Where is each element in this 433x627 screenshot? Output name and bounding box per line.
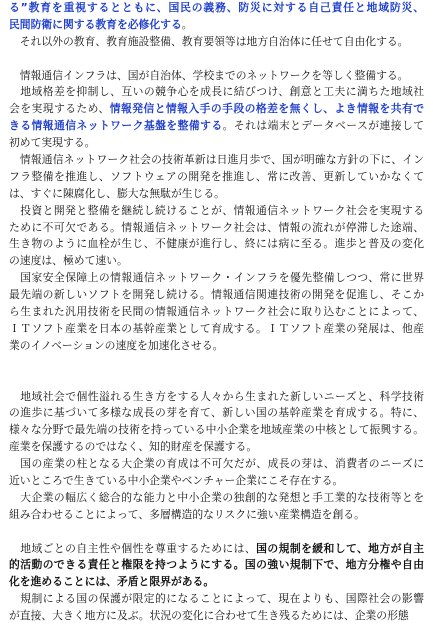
body-text: 組み合わせることによって、多層構造的なリスクに強い産業構造を創る。 bbox=[9, 507, 365, 521]
body-text: の速度は、極めて速い。 bbox=[9, 254, 128, 268]
text-line bbox=[9, 0, 424, 17]
text-line bbox=[9, 236, 424, 253]
paragraph bbox=[9, 84, 424, 152]
emphasis-text: る”教育を重視するとともに、国民の義務、防災に対する自己責任と地域防災、 bbox=[9, 1, 424, 14]
body-text: 国の産業の柱となる大企業の育成は不可欠だが、成長の芽は、消費者のニーズに bbox=[9, 457, 424, 471]
text-line bbox=[9, 591, 424, 608]
paragraph bbox=[9, 270, 424, 354]
text-line bbox=[9, 68, 424, 85]
body-text: 投資と開発と整備を継続し続けることが、情報通信ネットワーク社会を実現する bbox=[9, 203, 424, 217]
text-line bbox=[9, 101, 424, 118]
body-text: 大企業の幅広く総合的な能力と中小企業の独創的な発想と手工業的な技術等とを bbox=[9, 490, 424, 504]
text-line bbox=[9, 287, 424, 304]
body-text: 情報通信インフラは、国が自治体、学校までのネットワークを等しく整備する。 bbox=[9, 68, 409, 82]
emphasis-text: きる情報通信ネットワーク基盤を整備する bbox=[9, 119, 223, 133]
text-line bbox=[9, 608, 424, 625]
body-text: ら生まれた汎用技術を民間の情報通信ネットワーク社会に取り込むことによって、 bbox=[9, 305, 424, 319]
text-line bbox=[9, 541, 424, 558]
paragraph bbox=[9, 456, 424, 490]
text-line bbox=[9, 389, 424, 406]
text-line bbox=[9, 439, 424, 456]
section-4 bbox=[9, 541, 424, 625]
text-line bbox=[9, 118, 424, 135]
body-text: の進歩に基づいて多様な成長の芽を育て、新しい国の基幹産業を育成する。特に、 bbox=[9, 406, 424, 420]
paragraph bbox=[9, 541, 424, 592]
body-text: 生き物のように血栓が生じ、不健康が進行し、終には病に至る。進歩と普及の変化 bbox=[9, 237, 424, 251]
text-line bbox=[9, 574, 424, 591]
text-line bbox=[9, 456, 424, 473]
section-3 bbox=[9, 389, 424, 524]
paragraph bbox=[9, 203, 424, 271]
text-line bbox=[9, 17, 424, 34]
body-text: ＩＴソフト産業を日本の基幹産業として育成する。ＩＴソフト産業の発展は、他産 bbox=[9, 321, 424, 335]
body-text: が直接、大きく地方に及ぶ。状況の変化に合わせて生き残るためには、企業の形態 bbox=[9, 609, 409, 623]
section-2 bbox=[9, 68, 424, 355]
body-text: 地域社会で個性溢れる生き方をする人々から生まれた新しいニーズと、科学技術 bbox=[9, 389, 424, 403]
text-line bbox=[9, 473, 424, 490]
body-text: 。それは端末とデータベースが連接して bbox=[222, 119, 424, 133]
text-line bbox=[9, 203, 424, 220]
text-line bbox=[9, 557, 424, 574]
text-line bbox=[9, 186, 424, 203]
paragraph bbox=[9, 591, 424, 625]
paragraph bbox=[9, 490, 424, 524]
strong-text: 国の規制を緩和して、地方が自主 bbox=[256, 541, 424, 555]
text-line bbox=[9, 405, 424, 422]
paragraph bbox=[9, 152, 424, 203]
body-text: ために不可欠である。情報通信ネットワーク社会は、情報の流れが停滞した途端、 bbox=[9, 220, 424, 234]
text-line bbox=[9, 84, 424, 101]
body-text: フラ整備を推進し、ソフトウェアの開発を推進し、常に改善、更新していかなくて bbox=[9, 169, 424, 183]
text-line bbox=[9, 507, 424, 524]
text-line bbox=[9, 321, 424, 338]
text-line bbox=[9, 169, 424, 186]
text-line bbox=[9, 338, 424, 355]
text-line bbox=[9, 220, 424, 237]
body-text: 地域ごとの自主性や個性を尊重するためには、 bbox=[9, 541, 257, 555]
body-text: 最先端の新しいソフトを開発し続ける。情報通信関連技術の開発を促進し、そこか bbox=[9, 288, 424, 302]
text-line bbox=[9, 253, 424, 270]
text-line bbox=[9, 135, 424, 152]
body-text: 規制による国の保護が限定的になることによって、現在よりも、国際社会の影響 bbox=[9, 592, 424, 606]
body-text: 様々な分野で最先端の技術を持っている中小企業を地域産業の中核として振興する。 bbox=[9, 423, 424, 437]
section-1 bbox=[9, 0, 424, 51]
paragraph bbox=[9, 389, 424, 457]
paragraph bbox=[9, 68, 424, 85]
text-line bbox=[9, 304, 424, 321]
strong-text: 化を進めることには、矛盾と限界がある。 bbox=[9, 575, 215, 589]
body-text: 業のイノベーションの速度を加速化させる。 bbox=[9, 338, 224, 352]
body-text: 情報通信ネットワーク社会の技術革新は日進月歩で、国が明確な方針の下に、イン bbox=[9, 153, 424, 167]
text-line bbox=[9, 422, 424, 439]
text-line bbox=[9, 490, 424, 507]
emphasis-text: 情報発信と情報入手の手段の格差を無くし、よき情報を共有で bbox=[109, 102, 424, 116]
strong-text: 的活動のできる責任と権限を持つようにする。国の強い規制下で、地方分権や自由 bbox=[9, 558, 424, 572]
emphasis-text: 民間防衛に関する教育を必修化する bbox=[9, 17, 182, 31]
body-text: 初めて実現する。 bbox=[9, 136, 96, 150]
body-text: 地域格差を抑制し、互いの競争心を成長に結びつけ、創意と工夫に満ちた地域社 bbox=[9, 85, 424, 99]
text-line bbox=[9, 152, 424, 169]
body-text: 近いところで生きている中小企業やベンチャー企業にこそ存在する。 bbox=[9, 473, 344, 487]
body-text: 会を実現するため、 bbox=[9, 102, 110, 116]
paragraph bbox=[9, 0, 424, 34]
body-text: 産業を保護するのではなく、知的財産を保護する。 bbox=[9, 440, 258, 454]
body-text: は、すぐに陳腐化し、膨大な無駄が生じる。 bbox=[9, 186, 225, 200]
body-text: 。 bbox=[181, 17, 193, 31]
text-line bbox=[9, 34, 424, 51]
document-body bbox=[9, 0, 424, 625]
body-text: それ以外の教育、教育施設整備、教育要領等は地方自治体に任せて自由化する。 bbox=[9, 34, 409, 48]
body-text: 国家安全保障上の情報通信ネットワーク・インフラを優先整備しつつ、常に世界 bbox=[9, 271, 424, 285]
text-line bbox=[9, 270, 424, 287]
paragraph bbox=[9, 34, 424, 51]
